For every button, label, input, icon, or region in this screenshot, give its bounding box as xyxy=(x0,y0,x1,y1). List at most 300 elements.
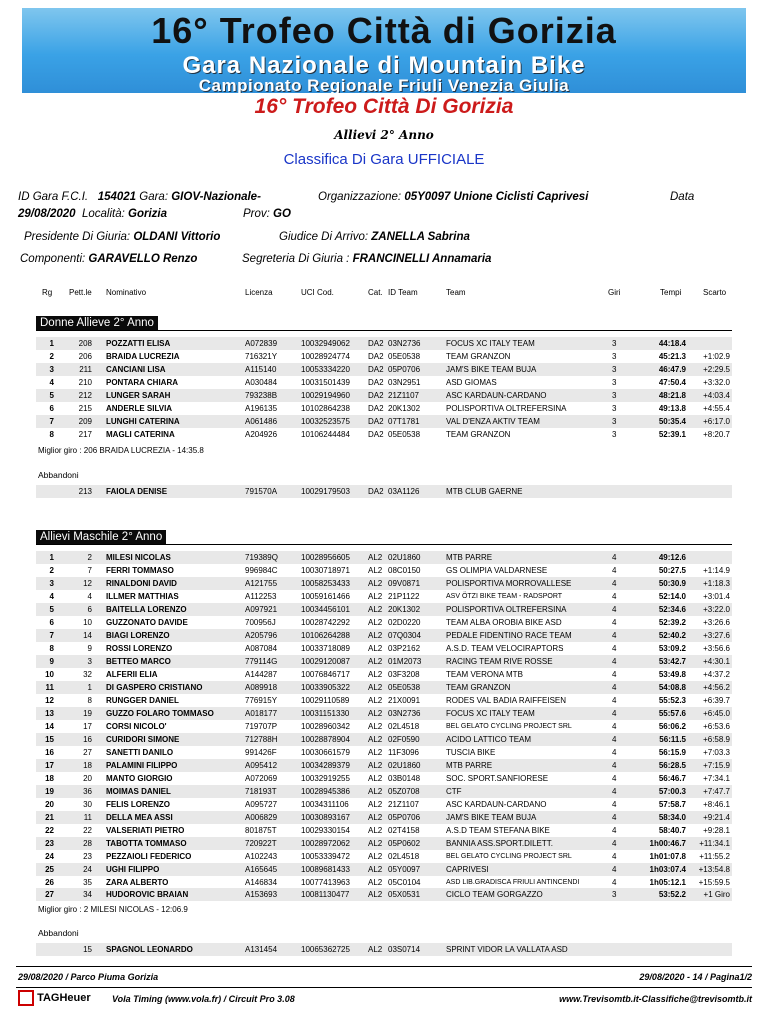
cell-bib: 19 xyxy=(83,708,92,718)
men-result-row xyxy=(36,837,732,850)
men-result-row xyxy=(36,772,732,785)
cell-rank: 3 xyxy=(49,365,54,374)
cell-time: 53:52.2 xyxy=(658,890,686,900)
cell-licence: A095727 xyxy=(245,799,278,809)
cell-licence: A153693 xyxy=(245,890,278,900)
cell-team: TEAM GRANZON xyxy=(446,430,511,439)
cell-gap: +6:58.9 xyxy=(703,734,730,744)
cell-uci: 10034456101 xyxy=(301,604,350,614)
cell-bib: 208 xyxy=(78,339,92,348)
cell-time: 1h00:46.7 xyxy=(649,838,686,848)
cell-time: 47:50.4 xyxy=(658,378,686,387)
cell-gap: +7:34.1 xyxy=(703,773,730,783)
cell-bib: 22 xyxy=(83,825,92,835)
cell-rank: 2 xyxy=(49,565,54,575)
cell-laps: 3 xyxy=(612,890,617,900)
cell-licence: 700956J xyxy=(245,617,276,627)
cell-licence: 716321Y xyxy=(245,352,278,361)
cell-team: VAL D'ENZA AKTIV TEAM xyxy=(446,417,540,426)
men-result-row xyxy=(36,811,732,824)
cell-cat: AL2 xyxy=(368,578,383,588)
col-licenza: Licenza xyxy=(245,288,273,297)
cell-laps: 4 xyxy=(612,604,617,614)
cell-team: FOCUS XC ITALY TEAM xyxy=(446,339,535,348)
cell-uci: 10032919255 xyxy=(301,773,350,783)
cell-name: FAIOLA DENISE xyxy=(106,487,168,496)
classification-title: Classifica Di Gara UFFICIALE xyxy=(283,151,485,168)
cell-idteam: 02L4518 xyxy=(388,721,420,731)
banner-title: 16° Trofeo Città di Gorizia xyxy=(151,10,617,51)
cell-licence: 791570A xyxy=(245,487,278,496)
cell-licence: A102243 xyxy=(245,851,278,861)
cell-uci: 10053334220 xyxy=(301,365,350,374)
cell-team: CTF xyxy=(446,786,462,796)
cell-gap: +3:27.6 xyxy=(703,630,730,640)
cell-idteam: 01M2073 xyxy=(388,656,422,666)
cell-uci: 10031501439 xyxy=(301,378,350,387)
cell-licence: 776915Y xyxy=(245,695,278,705)
cell-cat: AL2 xyxy=(368,553,383,562)
cell-gap: +4:30.1 xyxy=(703,656,730,666)
cell-gap: +6:17.0 xyxy=(703,417,730,426)
section-women-line xyxy=(36,330,732,331)
cell-time: 50:35.4 xyxy=(658,417,686,426)
cell-time: 57:00.3 xyxy=(658,786,686,796)
cell-idteam: 05E0538 xyxy=(388,352,421,361)
cell-team: TEAM VERONA MTB xyxy=(446,669,523,679)
cell-gap: +11:34.1 xyxy=(699,838,730,848)
men-result-row xyxy=(36,603,732,616)
cell-rank: 6 xyxy=(49,617,54,627)
cell-team: POLISPORTIVA OLTREFERSINA xyxy=(446,404,567,413)
localita-label: Località: xyxy=(81,208,125,220)
cell-time: 56:11.5 xyxy=(659,734,686,744)
cell-team: ASV ÖTZI BIKE TEAM - RADSPORT xyxy=(446,592,563,600)
cell-name: GUZZO FOLARO TOMMASO xyxy=(106,708,214,718)
cell-time: 52:40.2 xyxy=(658,630,686,640)
col-pettorale: Pett.le xyxy=(69,288,92,297)
cell-cat: DA2 xyxy=(368,404,384,413)
cell-name: FERRI TOMMASO xyxy=(106,565,174,575)
cell-uci: 10029194960 xyxy=(301,391,350,400)
cell-rank: 13 xyxy=(45,708,54,718)
cell-licence: A018177 xyxy=(245,708,278,718)
cell-licence: A204926 xyxy=(245,430,278,439)
cell-laps: 4 xyxy=(612,591,617,601)
men-result-row xyxy=(36,733,732,746)
men-result-row xyxy=(36,888,732,901)
tagheuer-icon xyxy=(18,990,34,1006)
cell-name: RINALDONI DAVID xyxy=(106,578,177,588)
cell-name: DELLA MEA ASSI xyxy=(106,812,173,822)
cell-time: 54:08.8 xyxy=(658,682,686,692)
men-abandoned-label: Abbandoni xyxy=(38,928,79,938)
cell-cat: AL2 xyxy=(368,708,383,718)
cell-cat: DA2 xyxy=(368,378,384,387)
cell-time: 48:21.8 xyxy=(658,391,686,400)
cell-laps: 4 xyxy=(612,877,617,887)
cell-name: GUZZONATO DAVIDE xyxy=(106,617,188,627)
cell-cat: AL2 xyxy=(368,565,383,575)
cell-uci: 10028878904 xyxy=(301,734,350,744)
cell-gap: +1:18.3 xyxy=(703,578,730,588)
men-result-row xyxy=(36,629,732,642)
cell-idteam: 02U1860 xyxy=(388,553,421,562)
cell-name: LUNGHI CATERINA xyxy=(106,417,180,426)
cell-laps: 4 xyxy=(612,630,617,640)
men-result-row xyxy=(36,616,732,629)
cell-laps: 4 xyxy=(612,656,617,666)
cell-laps: 4 xyxy=(612,799,617,809)
col-idteam: ID Team xyxy=(388,288,418,297)
cell-bib: 20 xyxy=(83,773,92,783)
cell-laps: 4 xyxy=(612,851,617,861)
tagheuer-logo xyxy=(18,990,91,1006)
cell-bib: 206 xyxy=(78,352,92,361)
cell-laps: 4 xyxy=(612,708,617,718)
cell-name: PALAMINI FILIPPO xyxy=(106,760,178,770)
cell-gap: +1:14.9 xyxy=(703,565,730,575)
cell-uci: 10077413963 xyxy=(301,877,350,887)
segreteria-info xyxy=(242,253,491,265)
data-label: Data xyxy=(670,191,695,203)
cell-bib: 217 xyxy=(78,430,92,439)
section-men-line xyxy=(36,544,732,545)
cell-licence: A072839 xyxy=(245,339,278,348)
cell-idteam: 03P2162 xyxy=(388,643,421,653)
cell-name: DI GASPERO CRISTIANO xyxy=(106,682,203,692)
cell-licence: A072069 xyxy=(245,773,278,783)
componenti-label: Componenti: xyxy=(20,253,86,265)
cell-cat: DA2 xyxy=(368,339,384,348)
col-tempi: Tempi xyxy=(660,288,682,297)
cell-licence: 793238B xyxy=(245,391,278,400)
cell-gap: +1:02.9 xyxy=(703,352,730,361)
cell-laps: 4 xyxy=(612,643,617,653)
cell-licence: A146834 xyxy=(245,877,278,887)
cell-time: 55:57.6 xyxy=(658,708,686,718)
cell-idteam: 05E0538 xyxy=(388,430,421,439)
cell-time: 52:39.2 xyxy=(658,617,686,627)
cell-gap: +7:03.3 xyxy=(703,747,730,757)
cell-bib: 12 xyxy=(83,578,92,588)
cell-uci: 10028924774 xyxy=(301,352,350,361)
cell-bib: 24 xyxy=(83,864,92,874)
cell-name: BAITELLA LORENZO xyxy=(106,604,187,614)
cell-laps: 4 xyxy=(612,838,617,848)
page-title: 16° Trofeo Città Di Gorizia xyxy=(254,95,514,118)
cell-gap: +7:47.7 xyxy=(703,786,730,796)
cell-time: 56:28.5 xyxy=(658,760,686,770)
cell-licence: A144287 xyxy=(245,669,278,679)
cell-rank: 7 xyxy=(49,630,54,640)
cell-laps: 4 xyxy=(612,747,617,757)
cell-time: 56:46.7 xyxy=(658,773,686,783)
cell-bib: 18 xyxy=(83,760,92,770)
cell-bib: 34 xyxy=(83,890,92,900)
cell-idteam: 05Y0097 xyxy=(388,864,421,874)
cell-idteam: 05C0104 xyxy=(388,877,421,887)
cell-laps: 4 xyxy=(612,695,617,705)
cell-team: JAM'S BIKE TEAM BUJA xyxy=(446,812,537,822)
men-result-row xyxy=(36,876,732,889)
presidente-info xyxy=(24,231,220,243)
men-result-row xyxy=(36,681,732,694)
men-result-row xyxy=(36,655,732,668)
cell-time: 55:52.3 xyxy=(658,695,686,705)
prov-value: GO xyxy=(273,208,291,220)
cell-name: VALSERIATI PIETRO xyxy=(106,825,185,835)
women-result-row xyxy=(36,350,732,363)
cell-bib: 32 xyxy=(83,669,92,679)
cell-laps: 4 xyxy=(612,682,617,692)
cell-team: MTB CLUB GAERNE xyxy=(446,487,523,496)
cell-laps: 4 xyxy=(612,760,617,770)
presidente-value: OLDANI Vittorio xyxy=(133,231,221,243)
cell-cat: AL2 xyxy=(368,747,383,757)
cell-gap: +1 Giro xyxy=(703,890,730,900)
men-result-row xyxy=(36,759,732,772)
cell-team: POLISPORTIVA OLTREFERSINA xyxy=(446,604,567,614)
women-result-row xyxy=(36,428,732,441)
cell-cat: AL2 xyxy=(368,864,383,874)
cell-idteam: 05X0531 xyxy=(388,890,421,900)
cell-idteam: 05E0538 xyxy=(388,682,421,692)
cell-team: TEAM ALBA OROBIA BIKE ASD xyxy=(446,617,562,627)
men-result-row xyxy=(36,577,732,590)
cell-rank: 8 xyxy=(49,643,54,653)
cell-team: ASC KARDAUN-CARDANO xyxy=(446,799,547,809)
cell-licence: A030484 xyxy=(245,378,278,387)
cell-uci: 10028945386 xyxy=(301,786,350,796)
cell-cat: AL2 xyxy=(368,695,383,705)
cell-rank: 2 xyxy=(49,352,54,361)
cell-idteam: 02T4158 xyxy=(388,825,420,835)
cell-bib: 11 xyxy=(83,812,92,822)
cell-team: MTB PARRE xyxy=(446,553,493,562)
cell-rank: 1 xyxy=(49,339,54,348)
col-cat: Cat. xyxy=(368,288,383,297)
cell-bib: 2 xyxy=(87,553,92,562)
cell-bib: 28 xyxy=(83,838,92,848)
cell-team: A.S.D. TEAM VELOCIRAPTORS xyxy=(446,643,564,653)
cell-uci: 10028956605 xyxy=(301,553,350,562)
cell-uci: 10028960342 xyxy=(301,721,350,731)
cell-idteam: 05Z0708 xyxy=(388,786,420,796)
giudice-value: ZANELLA Sabrina xyxy=(371,231,470,243)
brand-name: TAGHeuer xyxy=(37,991,91,1004)
cell-bib: 4 xyxy=(87,591,92,601)
cell-gap: +4:37.2 xyxy=(703,669,730,679)
cell-gap: +15:59.5 xyxy=(698,877,730,887)
banner-championship: Campionato Regionale Friuli Venezia Giulia xyxy=(198,76,570,93)
cell-cat: AL2 xyxy=(368,682,383,692)
cell-idteam: 07Q0304 xyxy=(388,630,421,640)
cell-idteam: 07T1781 xyxy=(388,417,420,426)
cell-cat: AL2 xyxy=(368,591,383,601)
cell-name: SANETTI DANILO xyxy=(106,747,174,757)
women-best-lap: Miglior giro : 206 BRAIDA LUCREZIA - 14:35.8 xyxy=(38,446,204,455)
cell-time: 44:18.4 xyxy=(658,339,686,348)
cell-licence: 991426F xyxy=(245,747,277,757)
cell-team: RODES VAL BADIA RAIFFEISEN xyxy=(446,695,567,705)
cell-laps: 3 xyxy=(612,417,617,426)
cell-laps: 4 xyxy=(612,773,617,783)
cell-idteam: 03B0148 xyxy=(388,773,421,783)
cell-name: ZARA ALBERTO xyxy=(106,877,169,887)
cell-rank: 3 xyxy=(49,578,54,588)
cell-idteam: 03A1126 xyxy=(388,487,420,496)
men-result-row xyxy=(36,590,732,603)
cell-uci: 10034311106 xyxy=(301,799,349,809)
org-value: 05Y0097 Unione Ciclisti Caprivesi xyxy=(404,191,589,203)
cell-time: 53:09.2 xyxy=(658,643,686,653)
prov-info xyxy=(243,208,291,220)
women-result-row xyxy=(36,415,732,428)
cell-licence: A089918 xyxy=(245,682,278,692)
cell-laps: 4 xyxy=(612,617,617,627)
cell-gap: +7:15.9 xyxy=(703,760,730,770)
cell-licence: 720922T xyxy=(245,838,277,848)
cell-idteam: 21Z1107 xyxy=(388,799,419,809)
cell-licence: A131454 xyxy=(245,945,278,954)
cell-team: TEAM GRANZON xyxy=(446,352,511,361)
cell-time: 56:06.2 xyxy=(658,721,686,731)
cell-bib: 15 xyxy=(83,945,92,954)
cell-name: ROSSI LORENZO xyxy=(106,643,173,653)
cell-idteam: 05P0706 xyxy=(388,365,421,374)
cell-bib: 212 xyxy=(78,391,92,400)
col-rg: Rg xyxy=(42,288,53,297)
col-giri: Giri xyxy=(608,288,621,297)
cell-idteam: 21P1122 xyxy=(388,591,420,601)
cell-bib: 3 xyxy=(87,656,92,666)
men-result-row xyxy=(36,720,732,733)
cell-licence: A112253 xyxy=(245,591,277,601)
cell-name: BIAGI LORENZO xyxy=(106,630,170,640)
cell-time: 1h05:12.1 xyxy=(649,877,686,887)
men-result-row xyxy=(36,850,732,863)
men-result-row xyxy=(36,551,732,564)
cell-name: CORSI NICOLO' xyxy=(106,721,167,731)
race-info-line1 xyxy=(18,191,261,203)
cell-rank: 15 xyxy=(45,734,54,744)
cell-name: PEZZAIOLI FEDERICO xyxy=(106,851,192,861)
cell-uci: 10053339472 xyxy=(301,851,350,861)
cell-name: MOIMAS DANIEL xyxy=(106,786,171,796)
cell-idteam: 20K1302 xyxy=(388,404,421,413)
cell-idteam: 08C0150 xyxy=(388,565,421,575)
cell-licence: A095412 xyxy=(245,760,278,770)
cell-rank: 10 xyxy=(45,669,54,679)
cell-uci: 10030718971 xyxy=(301,565,350,575)
cell-time: 53:42.7 xyxy=(658,656,686,666)
cell-uci: 10033718089 xyxy=(301,643,350,653)
cell-rank: 21 xyxy=(45,812,54,822)
cell-uci: 10029330154 xyxy=(301,825,350,835)
cell-cat: AL2 xyxy=(368,799,383,809)
cell-bib: 8 xyxy=(87,695,92,705)
cell-time: 56:15.9 xyxy=(658,747,686,757)
cell-licence: A196135 xyxy=(245,404,278,413)
cell-name: CANCIANI LISA xyxy=(106,365,166,374)
cell-bib: 7 xyxy=(87,565,92,575)
cell-idteam: 20K1302 xyxy=(388,604,421,614)
cell-laps: 4 xyxy=(612,812,617,822)
cell-bib: 9 xyxy=(87,643,92,653)
cell-gap: +3:22.0 xyxy=(703,604,730,614)
giudice-label: Giudice Di Arrivo: xyxy=(279,231,369,243)
cell-uci: 10106244484 xyxy=(301,430,350,439)
cell-team: CAPRIVESI xyxy=(446,864,489,874)
cell-rank: 25 xyxy=(45,864,54,874)
cell-licence: 996984C xyxy=(245,565,278,575)
footer-divider-2 xyxy=(16,987,752,988)
cell-gap: +3:26.6 xyxy=(703,617,730,627)
cell-licence: 719389Q xyxy=(245,553,278,562)
cell-bib: 209 xyxy=(78,417,92,426)
cell-uci: 10030893167 xyxy=(301,812,350,822)
cell-name: POZZATTI ELISA xyxy=(106,339,171,348)
women-result-row xyxy=(36,389,732,402)
cell-name: FELIS LORENZO xyxy=(106,799,170,809)
cell-time: 46:47.9 xyxy=(658,365,686,374)
giudice-info xyxy=(279,231,470,243)
componenti-value: GARAVELLO Renzo xyxy=(88,253,198,265)
men-result-row xyxy=(36,798,732,811)
cell-uci: 10032949062 xyxy=(301,339,350,348)
cell-licence: A121755 xyxy=(245,578,278,588)
men-result-row xyxy=(36,694,732,707)
cell-licence: A087084 xyxy=(245,643,278,653)
cell-gap: +4:03.4 xyxy=(703,391,730,400)
cell-uci: 10033905322 xyxy=(301,682,350,692)
cell-uci: 10034289379 xyxy=(301,760,350,770)
componenti-info xyxy=(20,253,197,265)
cell-cat: AL2 xyxy=(368,812,383,822)
cell-name: CURIDORI SIMONE xyxy=(106,734,180,744)
footer-site: www.Trevisomtb.it-Classifiche@trevisomtb.it xyxy=(559,994,752,1004)
cell-team: RACING TEAM RIVE ROSSE xyxy=(446,656,553,666)
cell-bib: 23 xyxy=(83,851,92,861)
date-value: 29/08/2020 xyxy=(18,208,76,220)
cell-rank: 6 xyxy=(49,404,54,413)
cell-licence: A205796 xyxy=(245,630,278,640)
cell-name: BETTEO MARCO xyxy=(106,656,171,666)
cell-idteam: 11F3096 xyxy=(388,747,419,757)
cell-bib: 1 xyxy=(87,682,92,692)
cell-time: 50:30.9 xyxy=(658,578,686,588)
cell-rank: 16 xyxy=(45,747,54,757)
cell-idteam: 03N2951 xyxy=(388,378,421,387)
cell-rank: 5 xyxy=(49,391,54,400)
cell-idteam: 03S0714 xyxy=(388,945,421,954)
cell-rank: 8 xyxy=(49,430,54,439)
cell-name: MANTO GIORGIO xyxy=(106,773,173,783)
cell-bib: 30 xyxy=(83,799,92,809)
cell-gap: +13:54.8 xyxy=(698,864,730,874)
cell-name: PONTARA CHIARA xyxy=(106,378,178,387)
cell-gap: +8:46.1 xyxy=(703,799,730,809)
gara-label: Gara: xyxy=(139,191,169,203)
cell-time: 49:13.8 xyxy=(658,404,686,413)
cell-team: SOC. SPORT.SANFIORESE xyxy=(446,773,549,783)
cell-cat: AL2 xyxy=(368,760,383,770)
cell-name: TABOTTA TOMMASO xyxy=(106,838,187,848)
cell-idteam: 09V0871 xyxy=(388,578,421,588)
cell-uci: 10032523575 xyxy=(301,417,350,426)
col-uci: UCI Cod. xyxy=(301,288,334,297)
